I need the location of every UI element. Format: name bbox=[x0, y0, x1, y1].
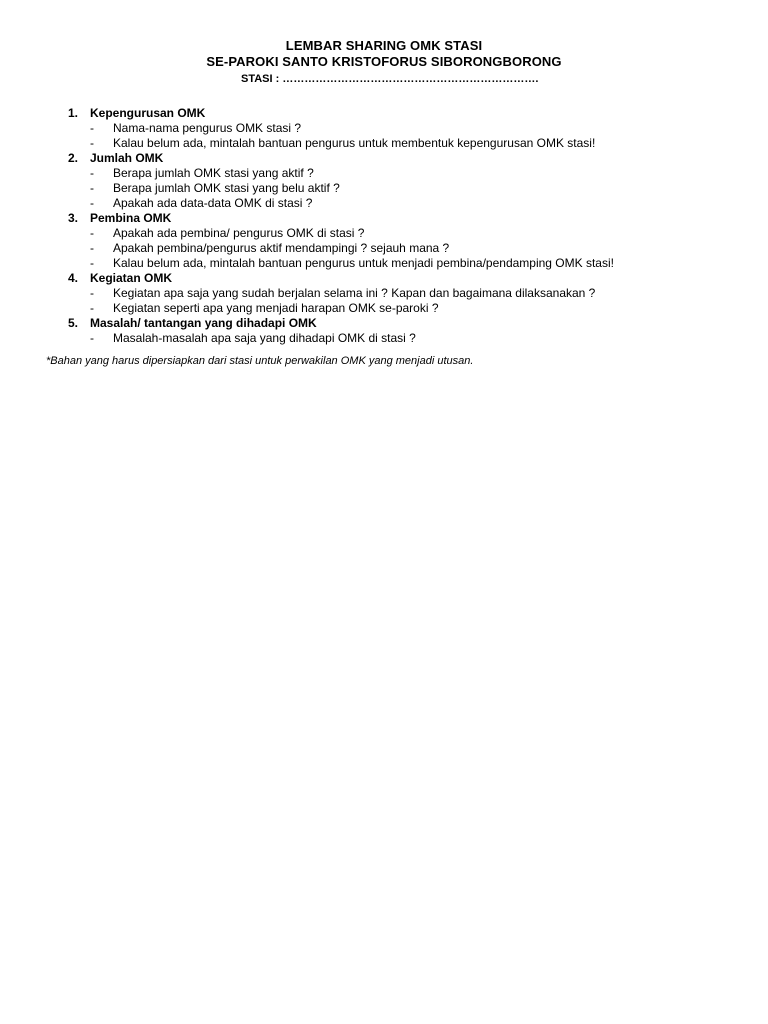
list-item-text: Apakah ada pembina/ pengurus OMK di stasi ? bbox=[113, 226, 365, 240]
document-title: LEMBAR SHARING OMK STASI bbox=[285, 38, 483, 53]
section-heading: Jumlah OMK bbox=[90, 151, 164, 165]
list-item bbox=[68, 301, 758, 316]
bullet-dash: - bbox=[90, 241, 94, 255]
section-heading: Pembina OMK bbox=[90, 211, 172, 225]
section-number: 1. bbox=[68, 106, 79, 120]
section-jumlah bbox=[68, 151, 758, 211]
list-item-text: Kalau belum ada, mintalah bantuan pengurus untuk membentuk kepengurusan OMK stasi! bbox=[113, 136, 596, 150]
list-item bbox=[68, 196, 758, 211]
list-item-text: Apakah pembina/pengurus aktif mendampingi ? sejauh mana ? bbox=[113, 241, 450, 255]
section-number: 2. bbox=[68, 151, 79, 165]
bullet-dash: - bbox=[90, 181, 94, 195]
list-item bbox=[68, 256, 758, 271]
footnote: *Bahan yang harus dipersiapkan dari stasi untuk perwakilan OMK yang menjadi utusan. bbox=[46, 355, 474, 367]
bullet-dash: - bbox=[90, 286, 94, 300]
bullet-dash: - bbox=[90, 136, 94, 150]
list-item-text: Masalah-masalah apa saja yang dihadapi OMK di stasi ? bbox=[113, 331, 416, 345]
document-subtitle: SE-PAROKI SANTO KRISTOFORUS SIBORONGBORONG bbox=[206, 54, 562, 69]
section-heading: Masalah/ tantangan yang dihadapi OMK bbox=[90, 316, 317, 330]
bullet-dash: - bbox=[90, 226, 94, 240]
list-item-text: Kalau belum ada, mintalah bantuan pengurus untuk menjadi pembina/pendamping OMK stasi! bbox=[113, 256, 614, 270]
list-item bbox=[68, 181, 758, 196]
section-heading: Kegiatan OMK bbox=[90, 271, 173, 285]
list-item bbox=[68, 241, 758, 256]
document-header bbox=[0, 38, 768, 70]
bullet-dash: - bbox=[90, 331, 94, 345]
list-item-text: Kegiatan seperti apa yang menjadi harapan OMK se-paroki ? bbox=[113, 301, 439, 315]
list-item bbox=[68, 136, 758, 151]
section-masalah bbox=[68, 316, 758, 346]
list-item-text: Berapa jumlah OMK stasi yang belu aktif ? bbox=[113, 181, 340, 195]
section-heading: Kepengurusan OMK bbox=[90, 106, 206, 120]
section-number: 4. bbox=[68, 271, 79, 285]
bullet-dash: - bbox=[90, 301, 94, 315]
section-pembina bbox=[68, 211, 758, 271]
section-kepengurusan bbox=[68, 106, 758, 151]
bullet-dash: - bbox=[90, 196, 94, 210]
question-list bbox=[68, 106, 758, 346]
list-item bbox=[68, 331, 758, 346]
section-number: 3. bbox=[68, 211, 79, 225]
stasi-fill-line: STASI : ……………………………………………………………. bbox=[241, 73, 539, 85]
bullet-dash: - bbox=[90, 166, 94, 180]
list-item-text: Nama-nama pengurus OMK stasi ? bbox=[113, 121, 302, 135]
section-number: 5. bbox=[68, 316, 79, 330]
bullet-dash: - bbox=[90, 256, 94, 270]
bullet-dash: - bbox=[90, 121, 94, 135]
list-item bbox=[68, 121, 758, 136]
list-item bbox=[68, 286, 758, 301]
list-item-text: Berapa jumlah OMK stasi yang aktif ? bbox=[113, 166, 314, 180]
list-item bbox=[68, 226, 758, 241]
list-item-text: Kegiatan apa saja yang sudah berjalan selama ini ? Kapan dan bagaimana dilaksanakan ? bbox=[113, 286, 596, 300]
section-kegiatan bbox=[68, 271, 758, 316]
list-item bbox=[68, 166, 758, 181]
list-item-text: Apakah ada data-data OMK di stasi ? bbox=[113, 196, 313, 210]
